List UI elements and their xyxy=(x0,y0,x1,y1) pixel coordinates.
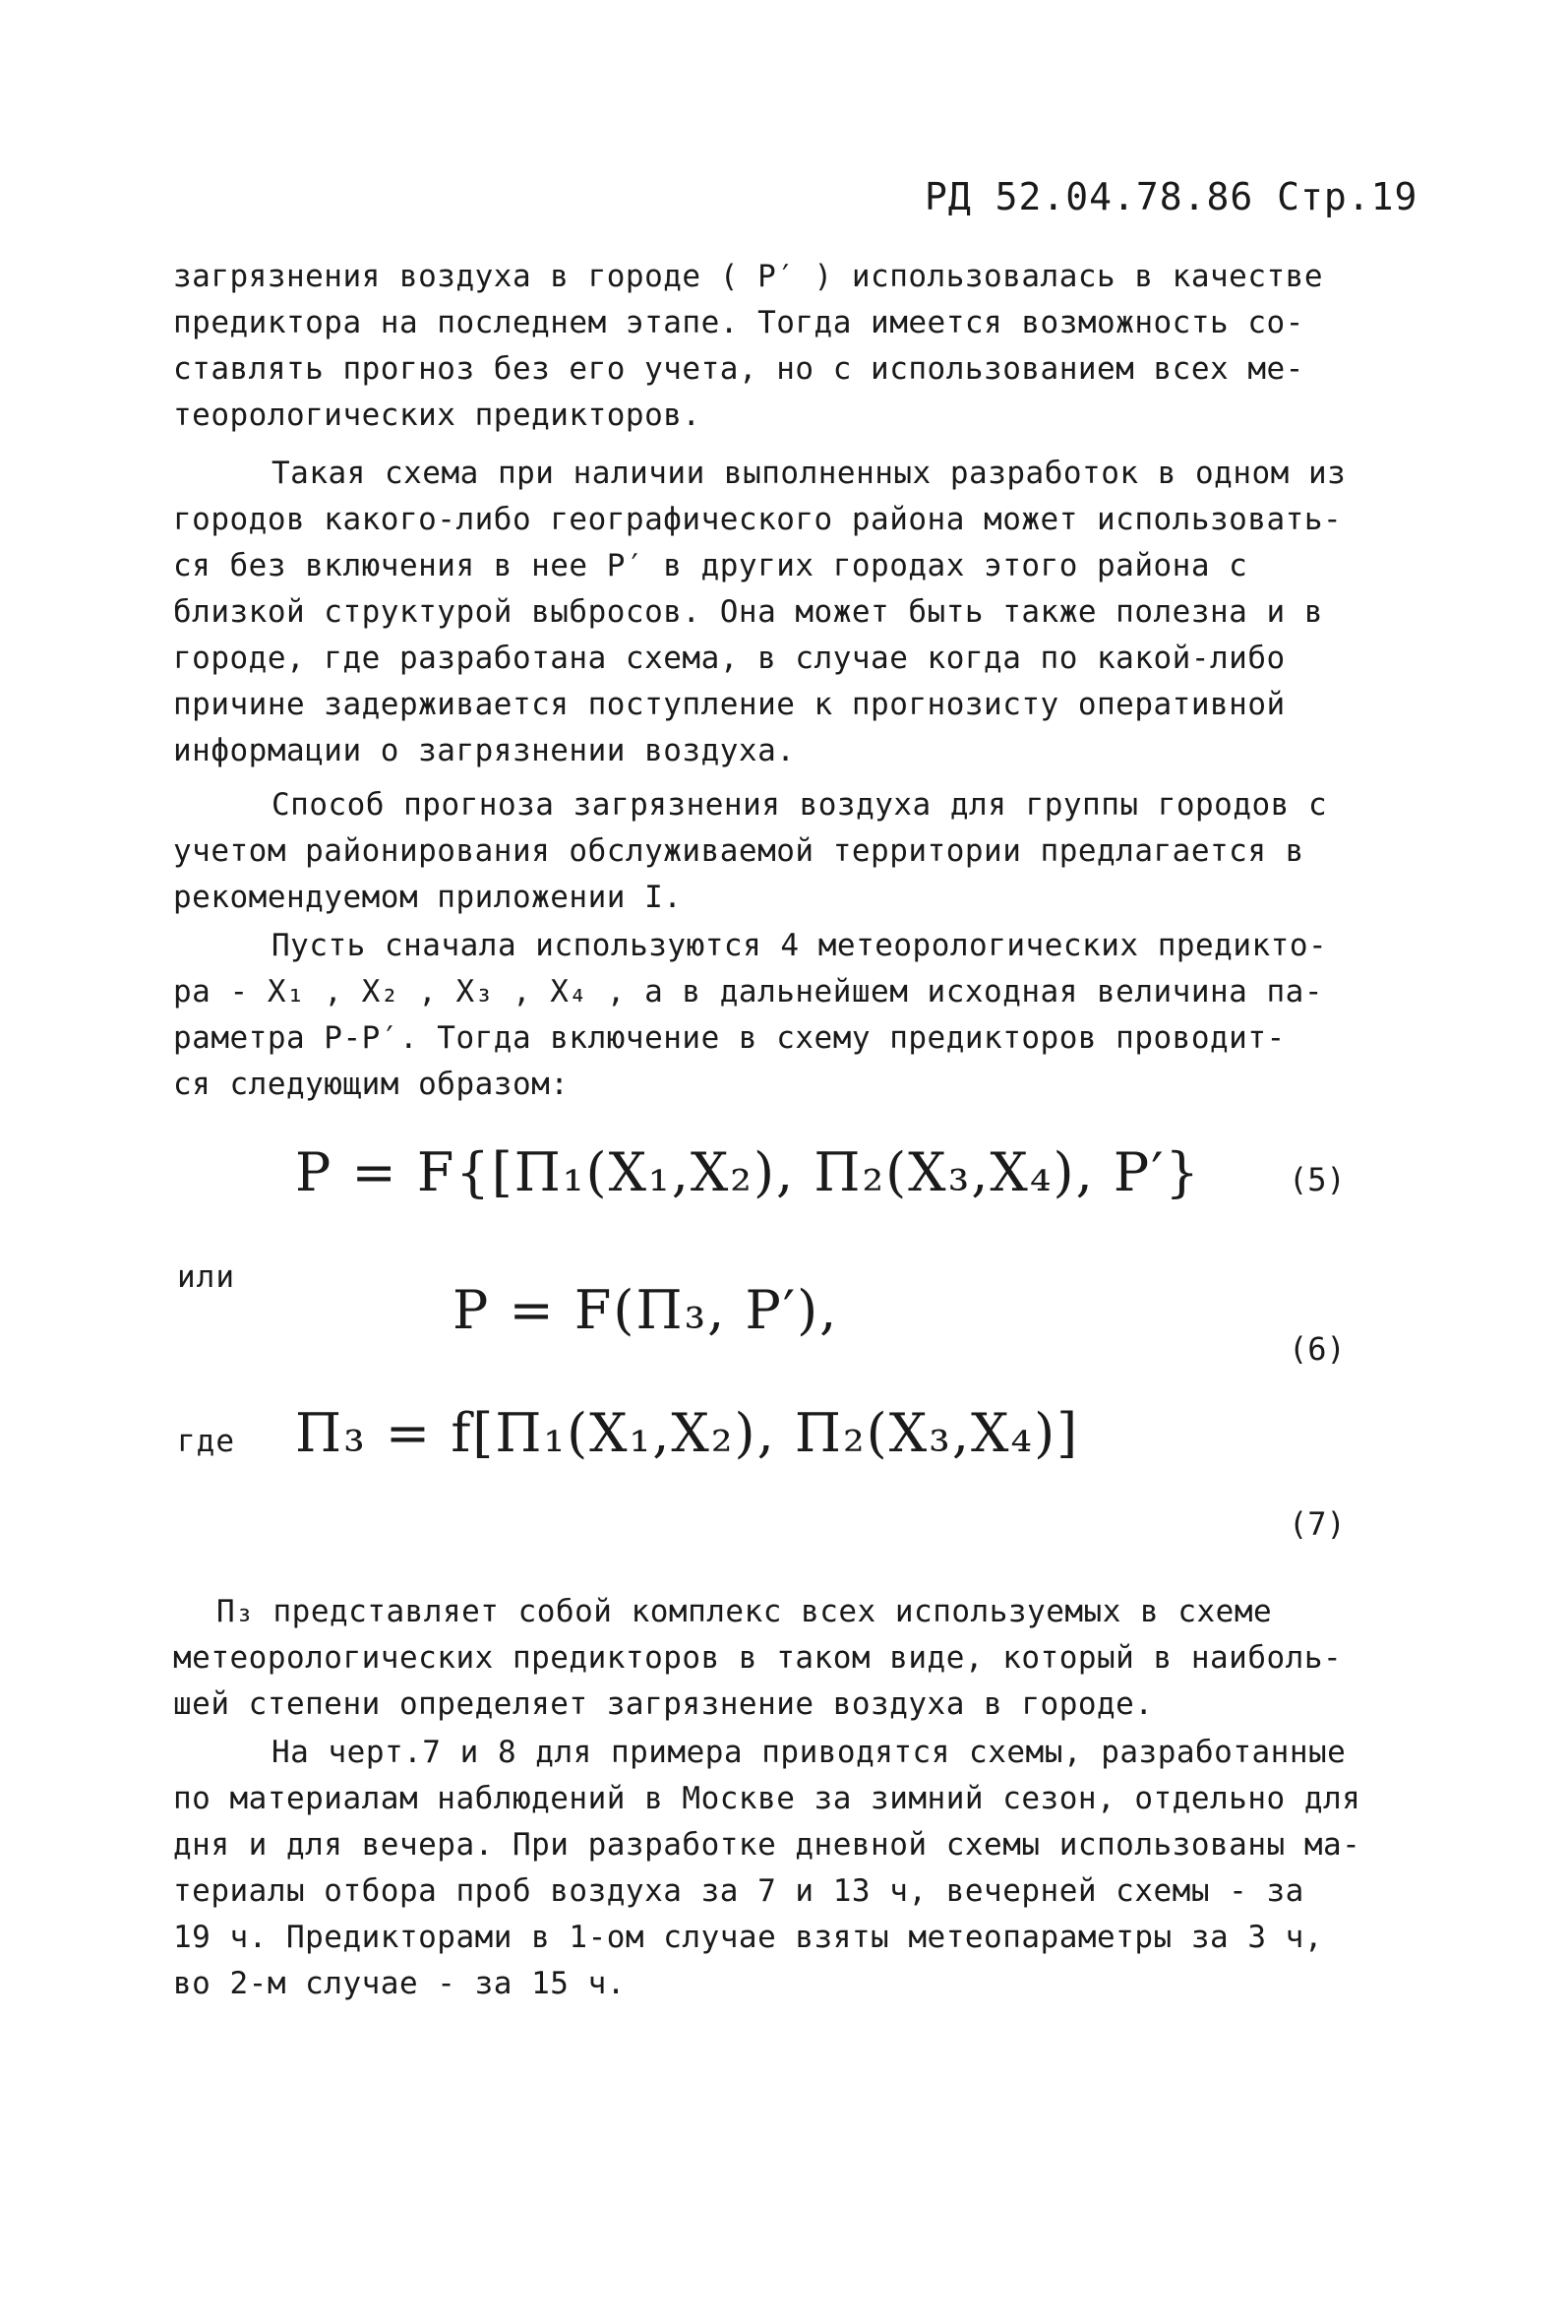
text-line: На черт.7 и 8 для примера приводятся схемы, разработанные xyxy=(271,1735,1347,1770)
text-line: ставлять прогноз без его учета, но с использованием всех ме- xyxy=(173,351,1304,387)
paragraph-5 xyxy=(173,1589,1466,1728)
text-line: информации о загрязнении воздуха. xyxy=(173,733,796,768)
paragraph-6 xyxy=(173,1730,1422,2007)
text-line: городе, где разработана схема, в случае когда по какой-либо xyxy=(173,641,1286,676)
equation-7: Π₃ = f[Π₁(X₁,X₂), Π₂(X₃,X₄)] xyxy=(295,1402,1080,1464)
text-line: ся следующим образом: xyxy=(173,1067,570,1102)
text-line: Π₃ представляет собой комплекс всех используемых в схеме xyxy=(216,1594,1273,1629)
text-line: териалы отбора проб воздуха за 7 и 13 ч, вечерней схемы - за xyxy=(173,1873,1304,1909)
equation-5: P = F{[Π₁(X₁,X₂), Π₂(X₃,X₄), P′} xyxy=(295,1141,1201,1203)
text-line: Пусть сначала используются 4 метеорологических предикто- xyxy=(271,928,1328,963)
equation-6-number: (6) xyxy=(1289,1330,1346,1368)
text-line: шей степени определяет загрязнение воздуха в городе. xyxy=(173,1686,1154,1722)
or-label: или xyxy=(177,1259,235,1295)
text-line: городов какого-либо географического района может использовать- xyxy=(173,502,1343,537)
text-line: рекомендуемом приложении I. xyxy=(173,880,683,915)
page-header: РД 52.04.78.86 Стр.19 xyxy=(925,175,1418,218)
text-line: Способ прогноза загрязнения воздуха для группы городов с xyxy=(271,787,1328,823)
text-line: раметра P-P′. Тогда включение в схему предикторов проводит- xyxy=(173,1020,1286,1056)
text-line: ра - X₁ , X₂ , X₃ , X₄ , а в дальнейшем исходная величина па- xyxy=(173,974,1323,1009)
text-line: метеорологических предикторов в таком виде, который в наиболь- xyxy=(173,1640,1343,1676)
text-line: учетом районирования обслуживаемой территории предлагается в xyxy=(173,833,1304,869)
paragraph-1 xyxy=(173,254,1422,439)
paragraph-2 xyxy=(173,451,1422,774)
text-line: загрязнения воздуха в городе ( P′ ) использовалась в качестве xyxy=(173,259,1323,294)
equation-6: P = F(Π₃, P′), xyxy=(452,1279,839,1341)
text-line: Такая схема при наличии выполненных разработок в одном из xyxy=(271,456,1347,491)
text-line: во 2-м случае - за 15 ч. xyxy=(173,1966,626,2001)
equation-5-number: (5) xyxy=(1289,1161,1346,1198)
text-line: дня и для вечера. При разработке дневной схемы использованы ма- xyxy=(173,1827,1361,1863)
where-label: где xyxy=(177,1424,235,1459)
text-line: причине задерживается поступление к прогнозисту оперативной xyxy=(173,687,1286,722)
text-line: теорологических предикторов. xyxy=(173,398,701,433)
equation-7-number: (7) xyxy=(1289,1505,1346,1543)
text-line: близкой структурой выбросов. Она может быть также полезна и в xyxy=(173,594,1323,630)
text-line: предиктора на последнем этапе. Тогда имеется возможность со- xyxy=(173,305,1304,340)
text-line: ся без включения в нее P′ в других городах этого района с xyxy=(173,548,1248,583)
text-line: по материалам наблюдений в Москве за зимний сезон, отдельно для xyxy=(173,1781,1361,1816)
text-line: 19 ч. Предикторами в 1-ом случае взяты метеопараметры за 3 ч, xyxy=(173,1920,1323,1955)
paragraph-4 xyxy=(173,923,1422,1108)
paragraph-3 xyxy=(173,782,1422,921)
